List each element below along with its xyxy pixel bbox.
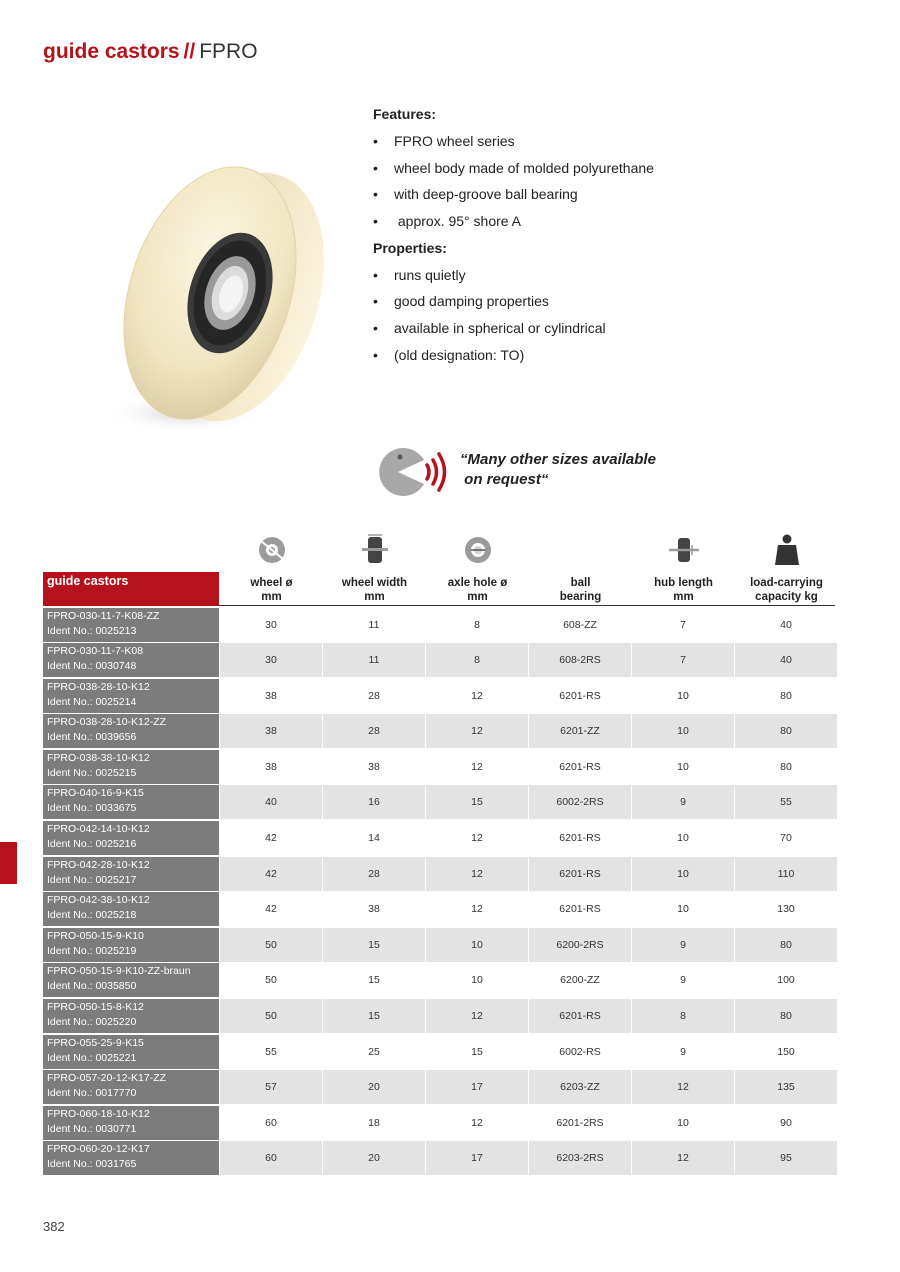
table-cell: 10 <box>471 974 483 987</box>
table-cell: 95 <box>735 1141 837 1175</box>
table-body <box>43 608 835 1178</box>
article-cell <box>43 608 219 642</box>
article-cell <box>43 714 219 748</box>
table-cell: 38 <box>368 760 380 773</box>
list-item: • with deep-groove ball bearing <box>373 186 578 203</box>
article-number: FPRO-057-20-12-K17-ZZ <box>47 1072 167 1085</box>
article-number: FPRO-038-28-10-K12-ZZ <box>47 716 167 729</box>
table-cell: 12 <box>426 999 528 1033</box>
ident-number: Ident No.: 0033675 <box>47 802 137 815</box>
list-item: • wheel body made of molded polyurethane <box>373 159 654 176</box>
table-cell: 608-2RS <box>529 643 631 677</box>
table-cell: 60 <box>265 1116 277 1129</box>
col-header-load-capacity: load-carrying capacity kg <box>750 577 823 603</box>
table-row <box>43 608 835 644</box>
col-header-wheel-diameter: wheel ø mm <box>250 577 293 603</box>
table-cell: 6002-RS <box>559 1045 601 1058</box>
article-number: FPRO-060-18-10-K12 <box>47 1107 150 1120</box>
title-separator: // <box>183 40 196 63</box>
hub-length-icon <box>632 530 735 570</box>
table-cell: 55 <box>735 785 837 819</box>
article-number: FPRO-042-28-10-K12 <box>47 858 150 871</box>
article-cell <box>43 963 219 997</box>
table-row <box>43 785 835 821</box>
table-cell: 6201-RS <box>559 832 601 845</box>
table-row <box>43 1141 835 1177</box>
table-cell: 20 <box>323 1070 425 1104</box>
table-cell: 38 <box>265 689 277 702</box>
table-cell: 6201-RS <box>559 689 601 702</box>
table-cell: 11 <box>323 643 425 677</box>
table-cell: 9 <box>680 974 686 987</box>
column-icons <box>220 530 835 570</box>
table-cell: 50 <box>265 974 277 987</box>
table-cell: 130 <box>777 903 795 916</box>
table-row <box>43 892 835 928</box>
title-sub: FPRO <box>199 40 258 63</box>
table-cell: 80 <box>735 928 837 962</box>
table-cell: 6201-RS <box>529 999 631 1033</box>
page-number: 382 <box>43 1219 65 1234</box>
features-list <box>373 131 793 231</box>
table-cell: 10 <box>632 714 734 748</box>
table-cell: 55 <box>265 1045 277 1058</box>
table-cell: 70 <box>780 832 792 845</box>
request-text: “Many other sizes available on request“ <box>460 451 656 488</box>
table-cell: 42 <box>220 857 322 891</box>
article-number: FPRO-042-14-10-K12 <box>47 823 150 836</box>
article-number: FPRO-040-16-9-K15 <box>47 787 144 800</box>
table-cell: 6201-ZZ <box>529 714 631 748</box>
table-cell: 8 <box>426 643 528 677</box>
article-number: FPRO-050-15-9-K10-ZZ-braun <box>47 965 191 978</box>
product-info <box>373 104 793 372</box>
table-row <box>43 1106 835 1142</box>
article-cell <box>43 1141 219 1175</box>
weight-icon <box>735 530 838 570</box>
table-row <box>43 928 835 964</box>
table-cell: 25 <box>368 1045 380 1058</box>
table-cell: 12 <box>632 1141 734 1175</box>
table-cell: 15 <box>323 928 425 962</box>
table-cell: 42 <box>265 903 277 916</box>
table-cell: 15 <box>471 1045 483 1058</box>
chapter-tab <box>0 842 17 884</box>
col-header-axle-hole: axle hole ø mm <box>447 577 508 603</box>
table-row <box>43 750 835 786</box>
table-cell: 12 <box>426 714 528 748</box>
features-heading: Features: <box>373 106 437 122</box>
table-cell: 17 <box>426 1070 528 1104</box>
col-header-hub-length: hub length mm <box>654 577 713 603</box>
article-cell <box>43 750 219 784</box>
table-cell: 6201-RS <box>559 760 601 773</box>
page-title <box>43 38 258 66</box>
table-cell: 6203-2RS <box>529 1141 631 1175</box>
ident-number: Ident No.: 0025215 <box>47 766 137 779</box>
table-cell: 40 <box>780 618 792 631</box>
table-cell: 42 <box>265 832 277 845</box>
article-cell <box>43 1106 219 1140</box>
ident-number: Ident No.: 0031765 <box>47 1158 137 1171</box>
table-cell: 10 <box>677 1116 689 1129</box>
table-cell: 80 <box>780 760 792 773</box>
table-cell: 9 <box>680 1045 686 1058</box>
article-cell <box>43 821 219 855</box>
table-cell: 12 <box>632 1070 734 1104</box>
table-cell: 10 <box>677 832 689 845</box>
list-item: • good damping properties <box>373 293 549 310</box>
table-cell: 10 <box>677 689 689 702</box>
table-row <box>43 999 835 1035</box>
table-cell: 9 <box>632 785 734 819</box>
article-cell <box>43 1035 219 1069</box>
properties-list <box>373 265 793 365</box>
article-number: FPRO-050-15-9-K10 <box>47 929 144 942</box>
table-cell: 17 <box>426 1141 528 1175</box>
title-main: guide castors <box>43 40 180 63</box>
properties-heading: Properties: <box>373 239 447 256</box>
table-cell: 6002-2RS <box>529 785 631 819</box>
article-number: FPRO-038-28-10-K12 <box>47 680 150 693</box>
ident-number: Ident No.: 0025213 <box>47 624 137 637</box>
table-cell: 40 <box>735 643 837 677</box>
table-row <box>43 643 835 679</box>
name-column-header: guide castors <box>43 572 219 606</box>
ident-number: Ident No.: 0017770 <box>47 1087 137 1100</box>
table-row <box>43 714 835 750</box>
table-cell: 6201-RS <box>559 903 601 916</box>
table-cell: 28 <box>323 857 425 891</box>
table-cell: 60 <box>220 1141 322 1175</box>
article-number: FPRO-042-38-10-K12 <box>47 894 150 907</box>
table-cell: 12 <box>426 857 528 891</box>
table-cell: 10 <box>632 857 734 891</box>
article-cell <box>43 999 219 1033</box>
article-cell <box>43 679 219 713</box>
ident-number: Ident No.: 0025219 <box>47 944 137 957</box>
col-header-ball-bearing: ball bearing <box>559 577 602 603</box>
table-cell: 12 <box>471 1116 483 1129</box>
table-cell: 30 <box>265 618 277 631</box>
table-cell: 11 <box>368 618 380 631</box>
table-cell: 135 <box>735 1070 837 1104</box>
table-cell: 100 <box>777 974 795 987</box>
ident-number: Ident No.: 0025214 <box>47 695 137 708</box>
table-cell: 10 <box>426 928 528 962</box>
table-cell: 38 <box>368 903 380 916</box>
ident-number: Ident No.: 0025218 <box>47 909 137 922</box>
table-cell: 6200-2RS <box>529 928 631 962</box>
wheel-diameter-icon <box>220 530 323 570</box>
ident-number: Ident No.: 0039656 <box>47 731 137 744</box>
table-cell: 38 <box>265 760 277 773</box>
table-cell: 608-ZZ <box>563 618 597 631</box>
table-cell: 12 <box>471 903 483 916</box>
table-cell: 28 <box>368 689 380 702</box>
guide-castor-wheel-image <box>100 155 335 450</box>
table-cell: 6201-RS <box>529 857 631 891</box>
table-row <box>43 1035 835 1071</box>
article-number: FPRO-030-11-7-K08 <box>47 645 144 658</box>
table-row <box>43 821 835 857</box>
table-cell: 15 <box>323 999 425 1033</box>
table-cell: 6203-ZZ <box>529 1070 631 1104</box>
ident-number: Ident No.: 0030771 <box>47 1122 137 1135</box>
table-cell: 14 <box>368 832 380 845</box>
table-row <box>43 963 835 999</box>
axle-hole-icon <box>426 530 529 570</box>
table-cell: 40 <box>220 785 322 819</box>
article-number: FPRO-060-20-12-K17 <box>47 1143 150 1156</box>
article-cell <box>43 1070 219 1104</box>
table-cell: 80 <box>735 999 837 1033</box>
table-cell: 20 <box>323 1141 425 1175</box>
list-item: • (old designation: TO) <box>373 346 525 363</box>
ident-number: Ident No.: 0025216 <box>47 838 137 851</box>
table-row <box>43 857 835 893</box>
table-cell: 90 <box>780 1116 792 1129</box>
list-item: • runs quietly <box>373 266 466 283</box>
table-cell: 6200-ZZ <box>560 974 600 987</box>
article-cell <box>43 785 219 819</box>
article-cell <box>43 857 219 891</box>
ident-number: Ident No.: 0030748 <box>47 660 137 673</box>
article-cell <box>43 928 219 962</box>
table-cell: 50 <box>220 928 322 962</box>
ident-number: Ident No.: 0025221 <box>47 1051 137 1064</box>
table-cell: 38 <box>220 714 322 748</box>
table-cell: 12 <box>471 760 483 773</box>
article-number: FPRO-050-15-8-K12 <box>47 1001 144 1014</box>
table-cell: 18 <box>368 1116 380 1129</box>
list-item: • available in spherical or cylindrical <box>373 320 606 337</box>
table-cell: 8 <box>632 999 734 1033</box>
table-cell: 50 <box>220 999 322 1033</box>
table-cell: 15 <box>426 785 528 819</box>
table-cell: 7 <box>680 618 686 631</box>
table-cell: 8 <box>474 618 480 631</box>
table-row <box>43 679 835 715</box>
castor-table <box>43 572 835 1177</box>
article-number: FPRO-038-38-10-K12 <box>47 751 150 764</box>
table-cell: 28 <box>323 714 425 748</box>
article-number: FPRO-055-25-9-K15 <box>47 1036 144 1049</box>
ident-number: Ident No.: 0035850 <box>47 980 137 993</box>
table-cell: 150 <box>777 1045 795 1058</box>
table-cell: 15 <box>368 974 380 987</box>
speaker-signal-icon <box>370 440 455 500</box>
table-cell: 6201-2RS <box>556 1116 604 1129</box>
table-cell: 10 <box>677 903 689 916</box>
list-item: • approx. 95° shore A <box>373 213 522 230</box>
ident-number: Ident No.: 0025220 <box>47 1016 137 1029</box>
table-cell: 16 <box>323 785 425 819</box>
table-cell: 57 <box>220 1070 322 1104</box>
table-header <box>43 572 835 606</box>
list-item: • FPRO wheel series <box>373 133 515 149</box>
table-cell: 12 <box>471 832 483 845</box>
table-cell: 110 <box>735 857 837 891</box>
article-number: FPRO-030-11-7-K08-ZZ <box>47 609 160 622</box>
table-cell: 7 <box>632 643 734 677</box>
table-cell: 80 <box>780 689 792 702</box>
article-cell <box>43 892 219 926</box>
ident-number: Ident No.: 0025217 <box>47 873 137 886</box>
request-note <box>370 440 700 500</box>
table-cell: 30 <box>220 643 322 677</box>
table-cell: 12 <box>471 689 483 702</box>
table-cell: 9 <box>632 928 734 962</box>
table-cell: 80 <box>735 714 837 748</box>
wheel-width-icon <box>323 530 426 570</box>
col-header-wheel-width: wheel width mm <box>341 577 408 603</box>
table-cell: 10 <box>677 760 689 773</box>
article-cell <box>43 643 219 677</box>
ball-bearing-icon <box>529 530 632 570</box>
table-row <box>43 1070 835 1106</box>
